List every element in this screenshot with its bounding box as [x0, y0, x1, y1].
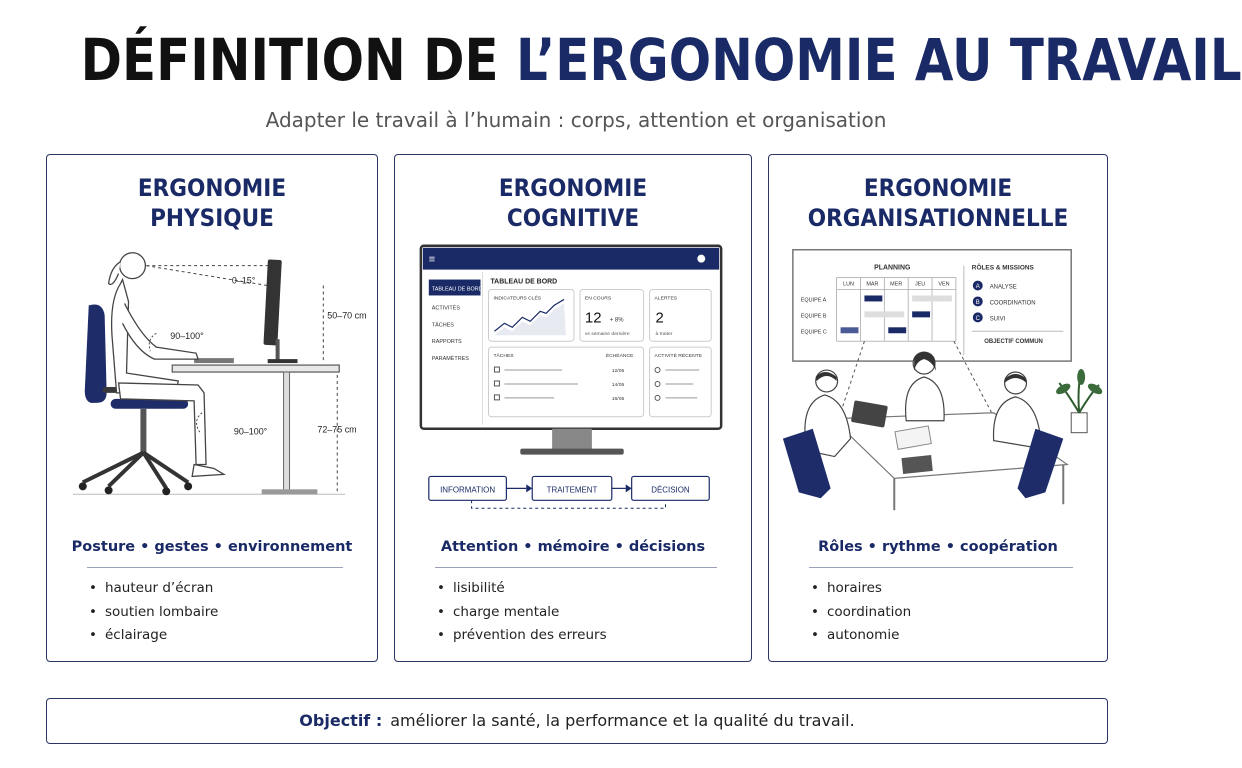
bullet-item: • éclairage [89, 624, 218, 648]
card-title [786, 173, 1090, 233]
dashboard-heading: TABLEAU DE BORD [490, 278, 558, 286]
card-organizational-ergonomics [768, 154, 1108, 662]
card-title-line-1: ERGONOMIE [498, 174, 648, 202]
team-meeting-illustration [769, 243, 1107, 511]
card-title [64, 173, 361, 233]
tagline-item: rythme [881, 539, 941, 555]
flow-label: TRAITEMENT [546, 485, 598, 495]
bullet-item: • coordination [811, 601, 911, 625]
day-label: VEN [938, 281, 950, 288]
page-title [80, 26, 1242, 94]
kpi-label: INDICATEURS CLÉS [493, 296, 542, 302]
bullet-item: • horaires [811, 577, 911, 601]
objective-label: OBJECTIF COMMUN [984, 339, 1043, 346]
role-badge: A [975, 284, 980, 291]
team-label: ÉQUIPE A [800, 297, 827, 304]
flow-label: DÉCISION [651, 485, 690, 495]
bullet-item: • lisibilité [437, 577, 607, 601]
encours-note: vs semaine dernière [584, 332, 630, 338]
day-label: JEU [914, 281, 926, 288]
bullet-item: • soutien lombaire [89, 601, 218, 625]
bullet-item: • hauteur d’écran [89, 577, 218, 601]
objective-footer [46, 698, 1108, 744]
tagline-item: Rôles [818, 539, 863, 555]
nav-item: TABLEAU DE BORD [431, 286, 483, 293]
echeance-label: ÉCHÉANCE [605, 354, 634, 360]
card-title-line-2: PHYSIQUE [150, 204, 274, 232]
alertes-label: ALERTES [654, 296, 678, 302]
divider [435, 567, 717, 568]
card-tagline: Attention • mémoire • décisions [440, 539, 706, 555]
card-tagline: Posture • gestes • environnement [71, 539, 353, 555]
task-date: 16/05 [611, 396, 625, 402]
tablet-icon [901, 455, 932, 474]
bullet-list [89, 577, 218, 648]
bullet-list [811, 577, 911, 648]
nav-item: ACTIVITÉS [431, 305, 460, 312]
title-part-2: L’ERGONOMIE AU TRAVAIL [516, 26, 1242, 94]
card-title-line-2: COGNITIVE [506, 204, 640, 232]
tagline-item: gestes [154, 539, 209, 555]
elbow-angle-label: 90–100° [170, 331, 204, 342]
footer-text: améliorer la santé, la performance et la qualité du travail. [390, 711, 855, 730]
card-physical-ergonomics [46, 154, 378, 662]
flow-label: INFORMATION [440, 485, 496, 495]
bullet-item: • charge mentale [437, 601, 607, 625]
encours-label: EN COURS [584, 296, 612, 302]
day-label: MAR [866, 281, 879, 288]
roles-label: RÔLES & MISSIONS [971, 264, 1034, 272]
eye-angle-label: 0–15° [231, 275, 256, 286]
role-label: ANALYSE [989, 284, 1017, 291]
bullet-list [437, 577, 607, 648]
tagline-item: Posture [71, 539, 136, 555]
divider [87, 567, 343, 568]
tagline-item: environnement [227, 539, 353, 555]
screen-distance-label: 50–70 cm [327, 310, 367, 321]
tagline-item: mémoire [537, 539, 610, 555]
dashboard-monitor-illustration [395, 243, 751, 511]
tagline-item: coopération [960, 539, 1058, 555]
divider [809, 567, 1073, 568]
desk-foot [262, 489, 318, 494]
footer-label: Objectif : [299, 711, 383, 730]
planning-label: PLANNING [874, 264, 911, 272]
title-part-1: DÉFINITION DE [80, 26, 499, 94]
taches-label: TÂCHES [493, 354, 514, 360]
day-label: MER [890, 281, 903, 288]
bell-icon [697, 255, 705, 263]
task-date: 12/05 [611, 369, 625, 375]
workstation-posture-illustration [47, 243, 377, 511]
card-title-line-1: ERGONOMIE [863, 174, 1013, 202]
desk-height-label: 72–75 cm [317, 424, 357, 435]
alertes-note: à traiter [655, 332, 673, 338]
person-center [906, 352, 945, 421]
desk-top [172, 365, 339, 372]
dashboard-topbar [423, 248, 719, 270]
task-date: 14/05 [611, 382, 625, 388]
tagline-item: Attention [440, 539, 519, 555]
plant-pot [1071, 413, 1087, 433]
nav-item: TÂCHES [431, 322, 454, 329]
tagline-item: décisions [628, 539, 706, 555]
nav-item: PARAMÈTRES [431, 356, 469, 363]
encours-delta: + 8% [609, 317, 624, 324]
role-label: COORDINATION [989, 300, 1036, 307]
bullet-item: • prévention des erreurs [437, 624, 607, 648]
card-title [413, 173, 733, 233]
activite-label: ACTIVITÉ RÉCENTE [654, 354, 703, 360]
monitor-icon [263, 259, 281, 345]
role-label: SUIVI [989, 316, 1006, 323]
role-badge: C [975, 315, 980, 322]
bullet-item: • autonomie [811, 624, 911, 648]
card-tagline: Rôles • rythme • coopération [818, 539, 1058, 555]
card-title-line-2: ORGANISATIONNELLE [807, 204, 1069, 232]
team-label: ÉQUIPE C [800, 329, 827, 336]
menu-icon: ≡ [428, 253, 436, 266]
alertes-value: 2 [655, 310, 664, 327]
nav-item: RAPPORTS [431, 339, 462, 346]
day-label: LUN [843, 281, 854, 288]
team-label: ÉQUIPE B [800, 313, 827, 320]
card-title-line-1: ERGONOMIE [137, 174, 287, 202]
role-badge: B [975, 299, 980, 306]
card-cognitive-ergonomics [394, 154, 752, 662]
knee-angle-label: 90–100° [233, 426, 268, 437]
page-subtitle: Adapter le travail à l’humain : corps, attention et organisation [265, 108, 887, 132]
encours-value: 12 [584, 310, 602, 327]
desk-leg [284, 372, 290, 491]
